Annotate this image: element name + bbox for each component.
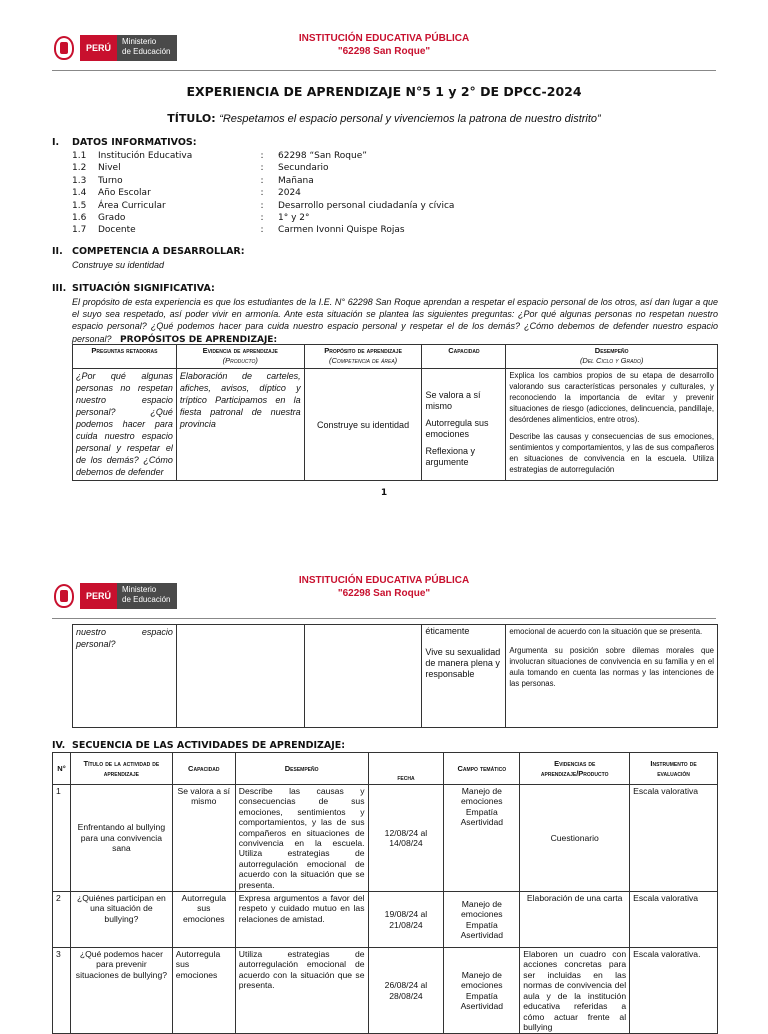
school-name: INSTITUCIÓN EDUCATIVA PÚBLICA "62298 San Roque" [298,33,470,57]
ministry-label: Ministerio de Educación [117,583,177,609]
page-gap [0,500,768,560]
datos-informativos-list [72,150,454,237]
page-header [0,0,768,72]
col-header-capacidad: Capacidad [172,753,235,785]
section-heading-secuencia: IV. SECUENCIA DE LAS ACTIVIDADES DE APRENDIZAJE: [52,740,346,751]
ministry-label: Ministerio de Educación [117,35,177,61]
competencia-text: Construye su identidad [72,260,165,270]
section-heading-situacion: III. SITUACIÓN SIGNIFICATIVA: [52,283,215,294]
info-row: 1.6 Grado : 1° y 2° [72,213,310,224]
document-subtitle: TÍTULO: “Respetamos el espacio personal y vivenciemos la patrona de nuestro distrito” [167,112,601,125]
peru-label: PERÚ [80,35,117,61]
school-name: INSTITUCIÓN EDUCATIVA PÚBLICA "62298 San Roque" [298,575,470,599]
info-row: 1.4 Año Escolar : 2024 [72,188,301,199]
page-header [0,560,768,632]
document-title: EXPERIENCIA DE APRENDIZAJE N°5 1 y 2° DE DPCC-2024 [186,84,582,99]
desempeno-cell: emocional de acuerdo con la situación que se presenta. Argumenta su posición sobre dilemas morales que involucran situaciones de convivencia en su familia y en el aula tomando en cuenta las normas y las intenciones de las personas. [506,625,718,728]
document-page-2 [0,560,768,1032]
desempeno-cell: Explica los cambios propios de su etapa de desarrollo valorando sus características personales y culturales, y reconociendo la importancia de evitar y prevenir situaciones de riesgo (adicciones, delincuencia, pandillaje, desórdenes alimenticios, entre otros). Describe las causas y consecuencias de sus emociones, sentimientos y comportamientos, y las de sus compañeros en situaciones de convivencia en la escuela. Utiliza estrategias de autorregulación [506,369,718,481]
info-row: 1.5 Área Curricular : Desarrollo personal ciudadanía y cívica [72,200,455,211]
info-row: 1.3 Turno : Mañana [72,175,314,186]
table-row: 1 Enfrentando al bullying para una convivencia sana Se valora a sí mismo Describe las causas y consecuencias de sus emociones, sentimientos y comportamientos, y las de sus compañeros en situaciones de convivencia en la escuela. Utiliza estrategias de autorregulación emocional de acuerdo con la situación que se presenta. 12/08/24 al 14/08/24 Manejo de emociones Empatía Asertividad Cuestionario Escala valorativa [53,785,718,892]
document-page-1 [0,0,768,500]
section-heading-datos: I. DATOS INFORMATIVOS: [52,137,197,148]
propositos-table [72,344,718,481]
col-header-titulo: Título de la actividad de aprendizaje [70,753,172,785]
propositos-heading: PROPÓSITOS DE APRENDIZAJE: [120,334,278,345]
col-header-desempeno: Desempeño (Del Ciclo y Grado) [506,345,718,369]
actividades-table [52,752,718,1034]
col-header-preguntas: Preguntas retadoras [73,345,177,369]
proposito-cell [304,625,422,728]
header-divider [52,618,716,619]
col-header-campo: Campo temático [444,753,520,785]
table-row: 3 ¿Qué podemos hacer para prevenir situaciones de bullying? Autorregula sus emociones Utiliza estrategias de autorregulación emocional de acuerdo con la situación que se presenta. 26/08/24 al 28/08/24 Manejo de emociones Empatía Asertividad Elaboren un cuadro con acciones concretas para ser incluidas en las normas de convivencia del aula y de la institución educativa referidas a cómo actuar frente al bullying Escala valorativa. [53,948,718,1034]
preguntas-cell: ¿Por qué algunas personas no respetan nuestro espacio personal? ¿Qué podemos hacer para cuida nuestro espacio personal y respetar el de los demás? ¿Cómo debemos de defender [73,369,177,481]
peru-label: PERÚ [80,583,117,609]
col-header-evidencias: Evidencias de aprendizaje/Producto [520,753,630,785]
proposito-cell: Construye su identidad [304,369,422,481]
section-heading-competencia: II. COMPETENCIA A DESARROLLAR: [52,246,245,257]
page-number: 1 [380,488,388,498]
propositos-table-continued [72,624,718,728]
col-header-instrumento: Instrumento de evaluación [630,753,718,785]
evidencia-cell [176,625,304,728]
info-row: 1.2 Nivel : Secundario [72,163,329,174]
col-header-desempeno: Desempeño [235,753,368,785]
col-header-fecha: fecha [368,753,444,785]
capacidad-cell: Se valora a sí mismo Autorregula sus emociones Reflexiona y argumente [422,369,506,481]
table-row: 2 ¿Quiénes participan en una situación de bullying? Autorregula sus emociones Expresa argumentos a favor del respeto y cuidado mutuo en las relaciones de amistad. 19/08/24 al 21/08/24 Manejo de emociones Empatía Asertividad Elaboración de una carta Escala valorativa [53,892,718,948]
info-row: 1.7 Docente : Carmen Ivonni Quispe Rojas [72,225,405,236]
evidencia-cell: Elaboración de carteles, afiches, avisos, díptico y tríptico Participamos en la fiesta patronal de nuestra provincia [176,369,304,481]
col-header-proposito: Propósito de aprendizaje (Competencia de área) [304,345,422,369]
capacidad-cell: éticamente Vive su sexualidad de manera plena y responsable [422,625,506,728]
col-header-capacidad: Capacidad [422,345,506,369]
col-header-numero: N° [53,753,71,785]
situacion-text: El propósito de esta experiencia es que los estudiantes de la I.E. N° 62298 San Roque aprendan a respetar el espacio personal de los otros, así dan lugar a que el suyo sea respetado, así poder vivir en armonía. Ante esta situación se plantea las siguientes preguntas: ¿Por qué algunas personas no respetan nuestro espacio personal? ¿Qué podemos hacer para cuida nuestro espacio personal y respetar el de los demás? ¿Cómo debemos de defender nuestro espacio personal? PROPÓSITOS DE APRENDIZAJE: [72,297,718,345]
col-header-evidencia: Evidencia de aprendizaje (Producto) [176,345,304,369]
preguntas-cell: nuestro espacio personal? [73,625,177,728]
info-row: 1.1 Institución Educativa : 62298 “San Roque” [72,151,367,161]
header-divider [52,70,716,71]
